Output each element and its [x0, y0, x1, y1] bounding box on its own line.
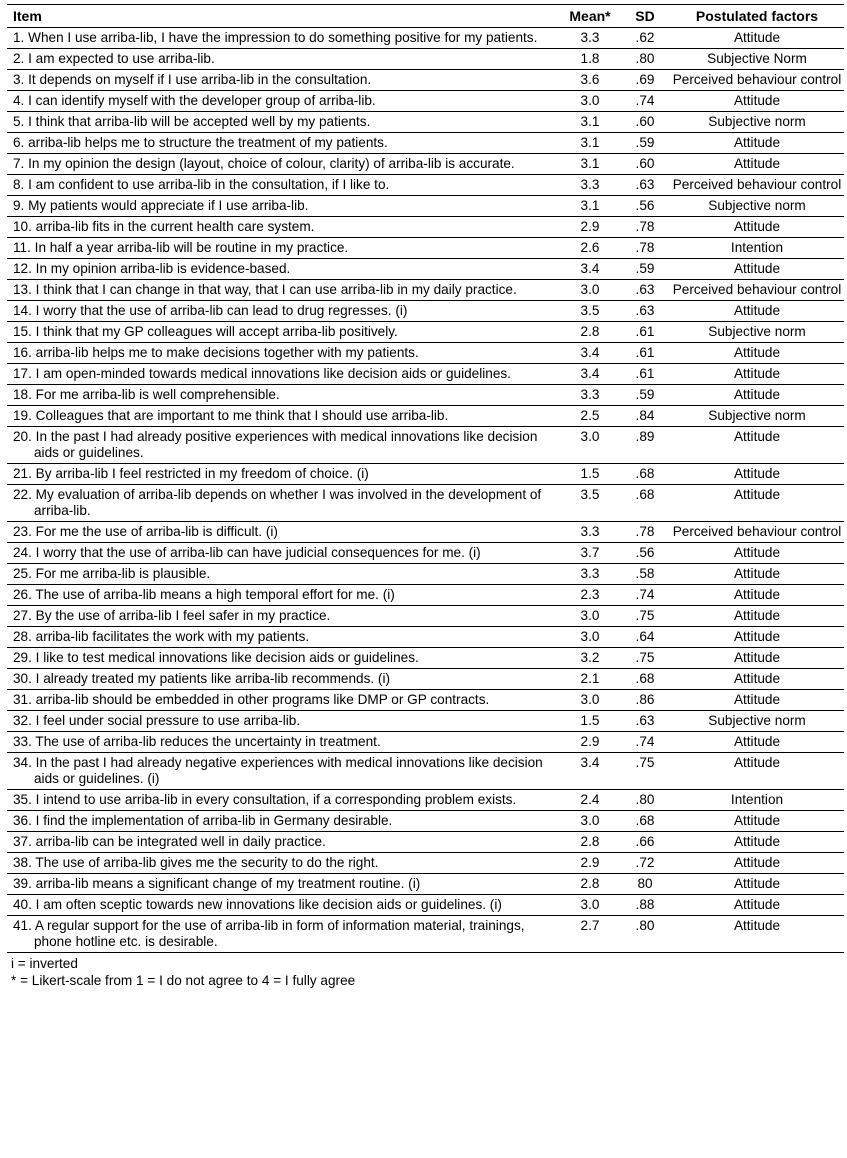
- item-statement: 22. My evaluation of arriba-lib depends on whether I was involved in the development of arriba-lib.: [13, 487, 542, 518]
- note-inverted: i = inverted: [11, 956, 78, 971]
- item-text: [7, 112, 560, 133]
- postulated-factor: Perceived behaviour control: [670, 70, 844, 91]
- item-statement: 3. It depends on myself if I use arriba-lib in the consultation.: [13, 72, 372, 87]
- item-text: [7, 543, 560, 564]
- sd-value: .62: [620, 28, 670, 49]
- mean-value: 2.6: [560, 238, 620, 259]
- postulated-factor: Subjective norm: [670, 196, 844, 217]
- sd-value: .88: [620, 895, 670, 916]
- mean-value: 3.3: [560, 28, 620, 49]
- sd-value: .74: [620, 91, 670, 112]
- table-row: [7, 790, 844, 811]
- postulated-factor: Perceived behaviour control: [670, 175, 844, 196]
- postulated-factor: Subjective Norm: [670, 49, 844, 70]
- header-item: Item: [7, 5, 560, 28]
- item-text: [7, 196, 560, 217]
- sd-value: .84: [620, 406, 670, 427]
- item-statement: 2. I am expected to use arriba-lib.: [13, 51, 215, 66]
- postulated-factor: Subjective norm: [670, 711, 844, 732]
- table-row: [7, 753, 844, 790]
- table-row: [7, 916, 844, 953]
- table-row: [7, 91, 844, 112]
- item-text: [7, 832, 560, 853]
- table-row: [7, 732, 844, 753]
- mean-value: 2.4: [560, 790, 620, 811]
- table-notes: [7, 955, 838, 989]
- sd-value: .89: [620, 427, 670, 464]
- item-text: [7, 669, 560, 690]
- postulated-factor: Attitude: [670, 154, 844, 175]
- sd-value: .64: [620, 627, 670, 648]
- postulated-factor: Attitude: [670, 648, 844, 669]
- mean-value: 3.6: [560, 70, 620, 91]
- item-text: [7, 790, 560, 811]
- sd-value: .66: [620, 832, 670, 853]
- sd-value: .75: [620, 606, 670, 627]
- postulated-factor: Attitude: [670, 91, 844, 112]
- item-statement: 24. I worry that the use of arriba-lib can have judicial consequences for me. (i): [13, 545, 481, 560]
- item-text: [7, 364, 560, 385]
- mean-value: 3.0: [560, 690, 620, 711]
- mean-value: 1.8: [560, 49, 620, 70]
- sd-value: .63: [620, 175, 670, 196]
- postulated-factor: Attitude: [670, 627, 844, 648]
- item-text: [7, 70, 560, 91]
- sd-value: .69: [620, 70, 670, 91]
- table-row: [7, 585, 844, 606]
- mean-value: 3.0: [560, 627, 620, 648]
- table-row: [7, 711, 844, 732]
- table-row: [7, 427, 844, 464]
- table-row: [7, 112, 844, 133]
- item-text: [7, 322, 560, 343]
- item-text: [7, 853, 560, 874]
- sd-value: .75: [620, 648, 670, 669]
- item-text: [7, 585, 560, 606]
- item-statement: 38. The use of arriba-lib gives me the security to do the right.: [13, 855, 379, 870]
- mean-value: 3.4: [560, 343, 620, 364]
- sd-value: .56: [620, 543, 670, 564]
- postulated-factor: Attitude: [670, 364, 844, 385]
- item-statement: 15. I think that my GP colleagues will accept arriba-lib positively.: [13, 324, 398, 339]
- sd-value: .80: [620, 790, 670, 811]
- item-text: [7, 627, 560, 648]
- item-text: [7, 406, 560, 427]
- mean-value: 3.0: [560, 895, 620, 916]
- item-text: [7, 811, 560, 832]
- item-statement: 17. I am open-minded towards medical innovations like decision aids or guidelines.: [13, 366, 511, 381]
- mean-value: 3.5: [560, 485, 620, 522]
- item-statement: 16. arriba-lib helps me to make decisions together with my patients.: [13, 345, 419, 360]
- mean-value: 2.8: [560, 874, 620, 895]
- sd-value: .80: [620, 916, 670, 953]
- postulated-factor: Attitude: [670, 732, 844, 753]
- mean-value: 3.1: [560, 154, 620, 175]
- table-row: [7, 133, 844, 154]
- sd-value: .68: [620, 485, 670, 522]
- item-text: [7, 217, 560, 238]
- mean-value: 2.1: [560, 669, 620, 690]
- table-row: [7, 464, 844, 485]
- item-statement: 14. I worry that the use of arriba-lib can lead to drug regresses. (i): [13, 303, 408, 318]
- item-statement: 18. For me arriba-lib is well comprehensible.: [13, 387, 280, 402]
- table-row: [7, 280, 844, 301]
- mean-value: 3.3: [560, 564, 620, 585]
- item-text: [7, 711, 560, 732]
- sd-value: .74: [620, 585, 670, 606]
- sd-value: .58: [620, 564, 670, 585]
- postulated-factor: Attitude: [670, 301, 844, 322]
- item-statement: 29. I like to test medical innovations like decision aids or guidelines.: [13, 650, 419, 665]
- item-statement: 35. I intend to use arriba-lib in every consultation, if a corresponding problem exists.: [13, 792, 517, 807]
- mean-value: 3.0: [560, 91, 620, 112]
- postulated-factor: Intention: [670, 238, 844, 259]
- postulated-factor: Attitude: [670, 564, 844, 585]
- sd-value: .78: [620, 522, 670, 543]
- item-text: [7, 28, 560, 49]
- item-text: [7, 343, 560, 364]
- postulated-factor: Subjective norm: [670, 406, 844, 427]
- postulated-factor: Attitude: [670, 690, 844, 711]
- mean-value: 3.2: [560, 648, 620, 669]
- item-statement: 20. In the past I had already positive experiences with medical innovations like decision aids or guidelines.: [13, 429, 538, 460]
- mean-value: 3.3: [560, 175, 620, 196]
- mean-value: 1.5: [560, 711, 620, 732]
- item-statement: 36. I find the implementation of arriba-lib in Germany desirable.: [13, 813, 393, 828]
- table-row: [7, 406, 844, 427]
- item-text: [7, 464, 560, 485]
- mean-value: 3.0: [560, 427, 620, 464]
- postulated-factor: Attitude: [670, 874, 844, 895]
- table-row: [7, 564, 844, 585]
- item-statement: 13. I think that I can change in that way, that I can use arriba-lib in my daily practice.: [13, 282, 517, 297]
- mean-value: 2.9: [560, 732, 620, 753]
- item-text: [7, 385, 560, 406]
- postulated-factor: Perceived behaviour control: [670, 280, 844, 301]
- item-statement: 6. arriba-lib helps me to structure the treatment of my patients.: [13, 135, 388, 150]
- mean-value: 3.0: [560, 606, 620, 627]
- item-statement: 21. By arriba-lib I feel restricted in my freedom of choice. (i): [13, 466, 369, 481]
- table-row: [7, 874, 844, 895]
- header-sd: SD: [620, 5, 670, 28]
- mean-value: 3.1: [560, 196, 620, 217]
- postulated-factor: Attitude: [670, 606, 844, 627]
- postulated-factor: Attitude: [670, 217, 844, 238]
- mean-value: 2.9: [560, 853, 620, 874]
- item-statement: 7. In my opinion the design (layout, choice of colour, clarity) of arriba-lib is accurate.: [13, 156, 515, 171]
- item-text: [7, 133, 560, 154]
- item-text: [7, 238, 560, 259]
- sd-value: .63: [620, 280, 670, 301]
- item-text: [7, 916, 560, 953]
- item-statement: 1. When I use arriba-lib, I have the impression to do something positive for my patients.: [13, 30, 538, 45]
- mean-value: 3.7: [560, 543, 620, 564]
- mean-value: 3.5: [560, 301, 620, 322]
- mean-value: 3.3: [560, 385, 620, 406]
- postulated-factor: Attitude: [670, 133, 844, 154]
- item-statement: 37. arriba-lib can be integrated well in daily practice.: [13, 834, 326, 849]
- mean-value: 3.4: [560, 753, 620, 790]
- item-statement: 40. I am often sceptic towards new innovations like decision aids or guidelines. (i): [13, 897, 502, 912]
- sd-value: .68: [620, 669, 670, 690]
- item-statement: 10. arriba-lib fits in the current health care system.: [13, 219, 315, 234]
- header-postulated-factors: Postulated factors: [670, 5, 844, 28]
- postulated-factor: Attitude: [670, 28, 844, 49]
- table-row: [7, 543, 844, 564]
- item-text: [7, 427, 560, 464]
- mean-value: 3.3: [560, 522, 620, 543]
- table-row: [7, 364, 844, 385]
- item-text: [7, 753, 560, 790]
- sd-value: .61: [620, 343, 670, 364]
- sd-value: .59: [620, 133, 670, 154]
- item-text: [7, 301, 560, 322]
- sd-value: .75: [620, 753, 670, 790]
- sd-value: .59: [620, 385, 670, 406]
- table-row: [7, 301, 844, 322]
- item-text: [7, 280, 560, 301]
- postulated-factor: Attitude: [670, 585, 844, 606]
- postulated-factor: Attitude: [670, 485, 844, 522]
- sd-value: .78: [620, 238, 670, 259]
- postulated-factor: Attitude: [670, 669, 844, 690]
- item-statement: 32. I feel under social pressure to use arriba-lib.: [13, 713, 301, 728]
- item-statement: 12. In my opinion arriba-lib is evidence-based.: [13, 261, 291, 276]
- item-text: [7, 175, 560, 196]
- table-row: [7, 627, 844, 648]
- table-row: [7, 49, 844, 70]
- table-row: [7, 322, 844, 343]
- item-statement: 5. I think that arriba-lib will be accepted well by my patients.: [13, 114, 371, 129]
- sd-value: .60: [620, 154, 670, 175]
- table-row: [7, 70, 844, 91]
- item-statement: 31. arriba-lib should be embedded in other programs like DMP or GP contracts.: [13, 692, 490, 707]
- table-row: [7, 175, 844, 196]
- item-text: [7, 154, 560, 175]
- mean-value: 2.7: [560, 916, 620, 953]
- postulated-factor: Attitude: [670, 427, 844, 464]
- document-page: [7, 4, 842, 989]
- item-statement: 25. For me arriba-lib is plausible.: [13, 566, 211, 581]
- note-likert-scale: * = Likert-scale from 1 = I do not agree to 4 = I fully agree: [11, 973, 356, 988]
- item-statement: 30. I already treated my patients like arriba-lib recommends. (i): [13, 671, 391, 686]
- sd-value: .61: [620, 364, 670, 385]
- mean-value: 3.1: [560, 112, 620, 133]
- mean-value: 3.1: [560, 133, 620, 154]
- item-statement: 34. In the past I had already negative experiences with medical innovations like decision aids or guidelines. (i): [13, 755, 543, 786]
- mean-value: 2.8: [560, 322, 620, 343]
- sd-value: 80: [620, 874, 670, 895]
- item-text: [7, 648, 560, 669]
- sd-value: .86: [620, 690, 670, 711]
- sd-value: .63: [620, 301, 670, 322]
- sd-value: .63: [620, 711, 670, 732]
- item-text: [7, 732, 560, 753]
- postulated-factor: Attitude: [670, 753, 844, 790]
- sd-value: .72: [620, 853, 670, 874]
- mean-value: 3.4: [560, 259, 620, 280]
- item-text: [7, 874, 560, 895]
- sd-value: .56: [620, 196, 670, 217]
- postulated-factor: Attitude: [670, 832, 844, 853]
- table-row: [7, 690, 844, 711]
- postulated-factor: Attitude: [670, 916, 844, 953]
- postulated-factor: Attitude: [670, 464, 844, 485]
- table-row: [7, 217, 844, 238]
- item-statement: 33. The use of arriba-lib reduces the uncertainty in treatment.: [13, 734, 381, 749]
- item-text: [7, 485, 560, 522]
- table-header-row: [7, 5, 844, 28]
- postulated-factor: Attitude: [670, 543, 844, 564]
- item-text: [7, 522, 560, 543]
- sd-value: .68: [620, 464, 670, 485]
- item-text: [7, 91, 560, 112]
- header-mean: Mean*: [560, 5, 620, 28]
- sd-value: .61: [620, 322, 670, 343]
- sd-value: .74: [620, 732, 670, 753]
- table-row: [7, 606, 844, 627]
- item-text: [7, 895, 560, 916]
- table-row: [7, 669, 844, 690]
- postulated-factor: Attitude: [670, 343, 844, 364]
- item-text: [7, 259, 560, 280]
- item-statement: 8. I am confident to use arriba-lib in the consultation, if I like to.: [13, 177, 390, 192]
- item-text: [7, 690, 560, 711]
- item-statement: 23. For me the use of arriba-lib is difficult. (i): [13, 524, 278, 539]
- postulated-factor: Subjective norm: [670, 322, 844, 343]
- mean-value: 3.0: [560, 280, 620, 301]
- table-row: [7, 154, 844, 175]
- table-row: [7, 385, 844, 406]
- table-row: [7, 648, 844, 669]
- postulated-factor: Attitude: [670, 811, 844, 832]
- mean-value: 2.9: [560, 217, 620, 238]
- postulated-factor: Intention: [670, 790, 844, 811]
- item-statement: 39. arriba-lib means a significant change of my treatment routine. (i): [13, 876, 421, 891]
- sd-value: .68: [620, 811, 670, 832]
- item-statement: 28. arriba-lib facilitates the work with my patients.: [13, 629, 310, 644]
- mean-value: 2.8: [560, 832, 620, 853]
- sd-value: .80: [620, 49, 670, 70]
- mean-value: 2.5: [560, 406, 620, 427]
- postulated-factor: Perceived behaviour control: [670, 522, 844, 543]
- mean-value: 2.3: [560, 585, 620, 606]
- postulated-factor: Subjective norm: [670, 112, 844, 133]
- item-statement: 19. Colleagues that are important to me think that I should use arriba-lib.: [13, 408, 449, 423]
- item-text: [7, 564, 560, 585]
- table-row: [7, 832, 844, 853]
- table-row: [7, 522, 844, 543]
- sd-value: .59: [620, 259, 670, 280]
- mean-value: 3.4: [560, 364, 620, 385]
- mean-value: 1.5: [560, 464, 620, 485]
- item-statement: 27. By the use of arriba-lib I feel safer in my practice.: [13, 608, 331, 623]
- table-row: [7, 811, 844, 832]
- sd-value: .60: [620, 112, 670, 133]
- table-body: [7, 28, 844, 953]
- table-row: [7, 895, 844, 916]
- table-row: [7, 28, 844, 49]
- sd-value: .78: [620, 217, 670, 238]
- items-table: [7, 4, 844, 953]
- postulated-factor: Attitude: [670, 385, 844, 406]
- postulated-factor: Attitude: [670, 853, 844, 874]
- item-statement: 9. My patients would appreciate if I use arriba-lib.: [13, 198, 309, 213]
- item-statement: 4. I can identify myself with the developer group of arriba-lib.: [13, 93, 376, 108]
- item-statement: 26. The use of arriba-lib means a high temporal effort for me. (i): [13, 587, 395, 602]
- item-statement: 11. In half a year arriba-lib will be routine in my practice.: [13, 240, 349, 255]
- table-row: [7, 259, 844, 280]
- postulated-factor: Attitude: [670, 895, 844, 916]
- table-row: [7, 343, 844, 364]
- mean-value: 3.0: [560, 811, 620, 832]
- table-row: [7, 196, 844, 217]
- table-row: [7, 238, 844, 259]
- table-row: [7, 485, 844, 522]
- item-text: [7, 49, 560, 70]
- table-row: [7, 853, 844, 874]
- postulated-factor: Attitude: [670, 259, 844, 280]
- item-statement: 41. A regular support for the use of arriba-lib in form of information material, trainings, phone hotline etc. is desirable.: [13, 918, 525, 949]
- item-text: [7, 606, 560, 627]
